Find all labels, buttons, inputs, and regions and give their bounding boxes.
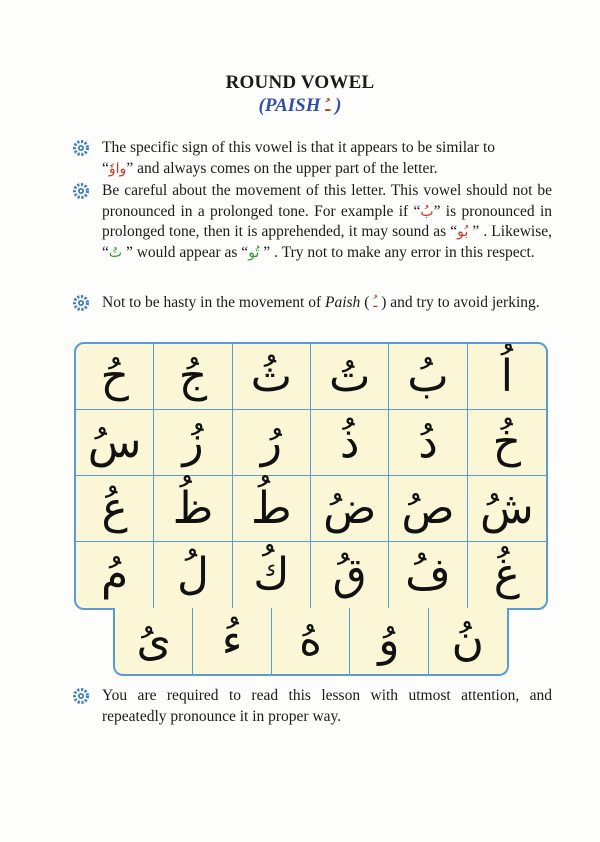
letter-cell: غُ: [493, 549, 520, 600]
paragraph-2-part4: ” would appear as “: [122, 243, 249, 261]
letter-cell: حُ: [76, 344, 154, 410]
letter-cell: بُ: [389, 344, 467, 410]
letter-cell: فُ: [389, 542, 467, 608]
page-subtitle: [0, 95, 600, 117]
letter-cell: ضُ: [311, 476, 389, 542]
letter-cell: نُ: [451, 615, 484, 666]
letter-cell: ذُ: [311, 410, 389, 476]
gear-flower-icon: [73, 688, 89, 704]
letter-cell: هُ: [272, 608, 350, 674]
paragraph-3-part3: ) and try to avoid jerking.: [377, 294, 540, 311]
letter-cell: رُ: [233, 410, 311, 476]
paragraph-3: [102, 293, 552, 314]
letter-cell: اُ: [468, 344, 546, 410]
letter-cell: ءُ: [193, 608, 271, 674]
letter-cell: لُ: [154, 542, 232, 608]
paragraph-2-part5: ” . Try not to make any error in this respect.: [259, 243, 535, 261]
letter-cell: كُ: [233, 542, 311, 608]
arabic-waw: واوٗ: [108, 160, 127, 177]
paragraph-1: [102, 138, 552, 179]
letter-cell: قُ: [311, 542, 389, 608]
arabic-bu: بُو: [457, 224, 469, 240]
subtitle-close: ): [335, 95, 342, 116]
quote-open: “: [102, 159, 109, 177]
paragraph-2-part3: ” . Likewise, “: [102, 223, 552, 261]
paish-italic: Paish: [325, 294, 361, 311]
subtitle-sign: ـُ: [325, 97, 331, 115]
letter-cell: ىُ: [115, 608, 193, 674]
quote-close: ”: [126, 159, 134, 177]
letter-cell: وُ: [350, 608, 428, 674]
letter-cell: عُ: [76, 476, 154, 542]
letter-cell: صُ: [389, 476, 467, 542]
paragraph-3-part1: Not to be hasty in the movement of: [102, 294, 325, 311]
paragraph-2-part1: Be careful about the movement of this letter. This vowel should not be pronounced in a prolonged tone. For example if “: [102, 182, 552, 220]
arabic-tu: تُو: [248, 244, 260, 261]
paragraph-1-line1: The specific sign of this vowel is that it appears to be similar to: [102, 139, 496, 156]
arabic-ba: بُ: [420, 203, 434, 220]
gear-flower-icon: [73, 140, 89, 156]
letters-grid-bottom-row: [113, 608, 509, 676]
gear-flower-icon: [73, 295, 89, 311]
paragraph-4: You are required to read this lesson with utmost attention, and repeatedly pronounce it in proper way.: [102, 687, 552, 725]
letter-cell: تُ: [311, 344, 389, 410]
letter-cell: جُ: [154, 344, 232, 410]
arabic-paish-sign: ـُ: [373, 295, 378, 311]
letter-cell: مُ: [76, 542, 154, 608]
letter-cell: سُ: [76, 410, 154, 476]
paragraph-2: [102, 181, 552, 263]
letter-cell: خُ: [468, 410, 546, 476]
arabic-ta: تُ: [108, 244, 123, 261]
gear-flower-icon: [73, 183, 89, 199]
letter-cell: ثُ: [233, 344, 311, 410]
letters-grid: [74, 342, 548, 610]
page-title: ROUND VOWEL: [225, 72, 375, 93]
letter-cell: شُ: [468, 476, 546, 542]
letter-cell: ظُ: [154, 476, 232, 542]
letter-cell: زُ: [154, 410, 232, 476]
paragraph-3-part2: (: [360, 294, 374, 311]
letter-cell: طُ: [233, 476, 311, 542]
subtitle-text: (PAISH: [258, 95, 321, 116]
letter-cell: دُ: [389, 410, 467, 476]
paragraph-1-rest: and always comes on the upper part of the letter.: [133, 159, 438, 177]
paragraph-2-part2: ” is pronounced in prolonged tone, then it is apprehended, it may sound as “: [102, 202, 552, 240]
